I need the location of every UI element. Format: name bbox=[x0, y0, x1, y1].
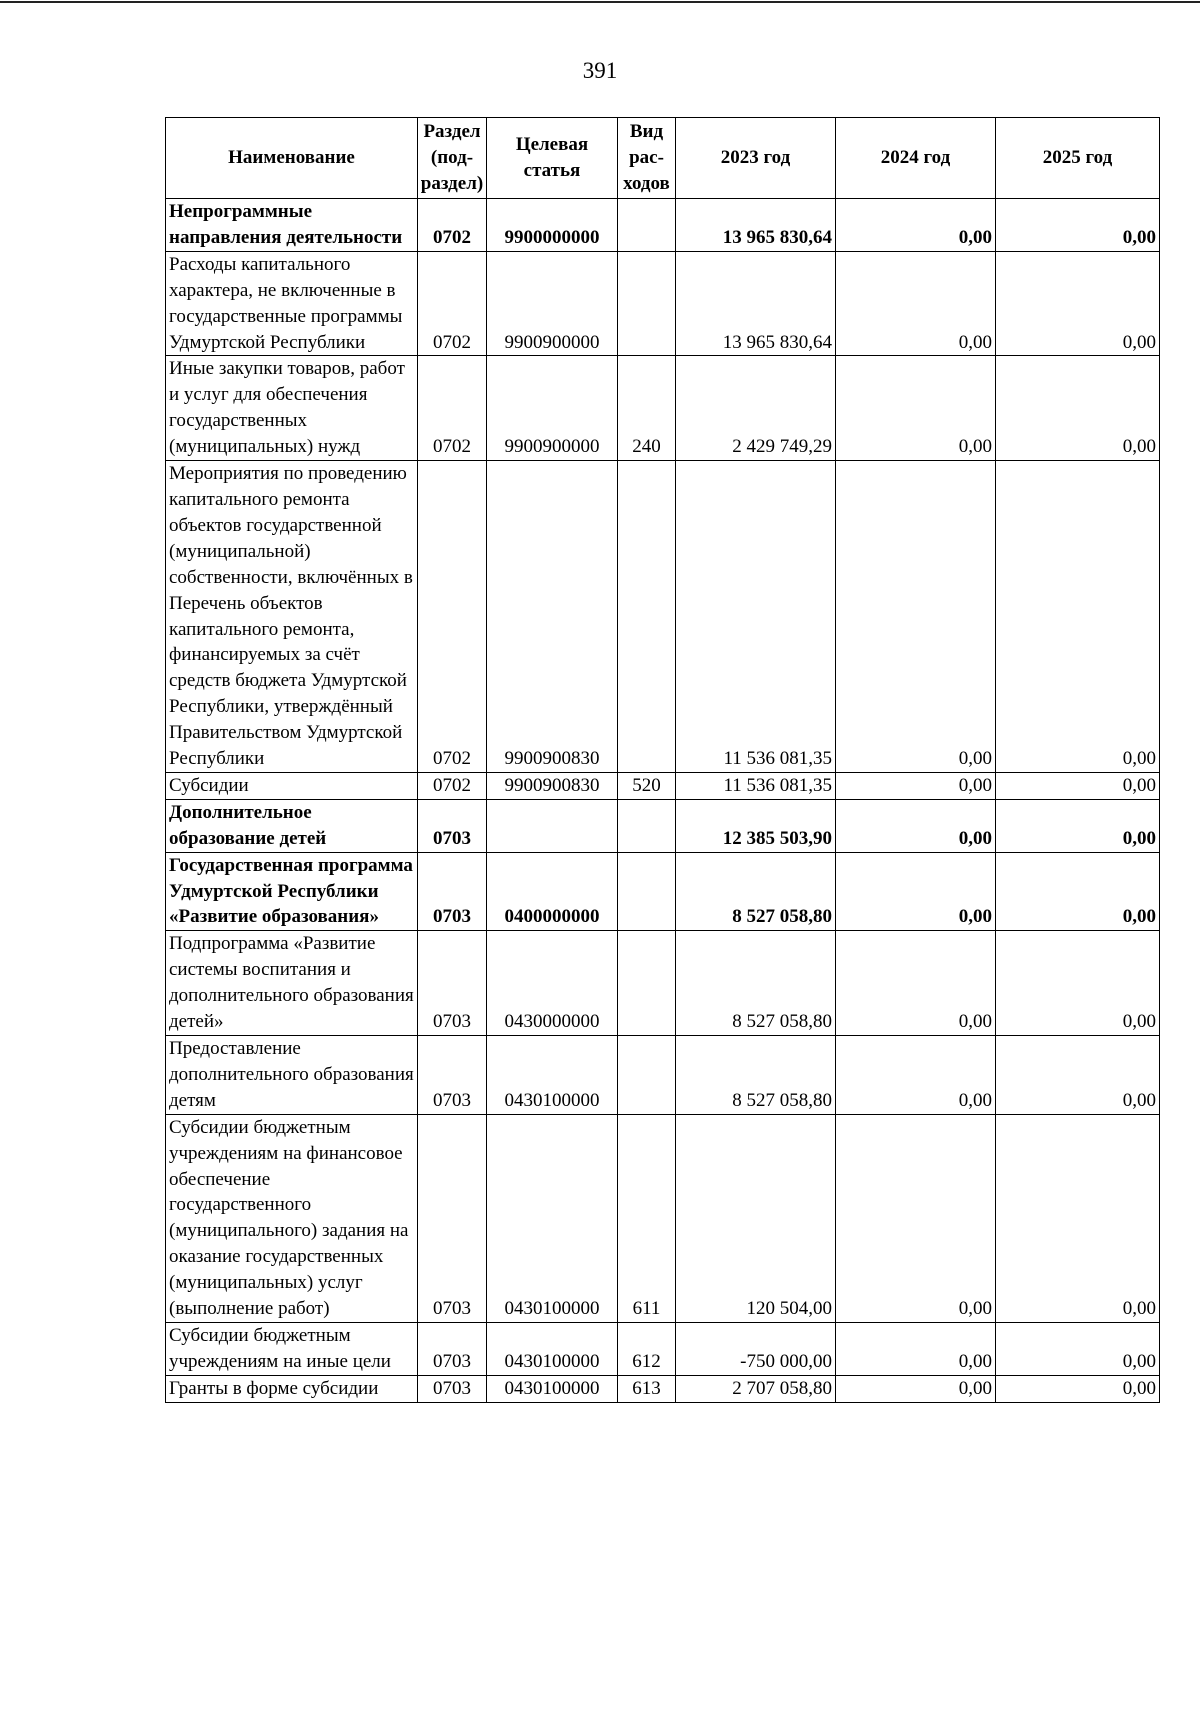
row-section: 0703 bbox=[418, 1036, 487, 1115]
column-header-vid-line3: ходов bbox=[623, 173, 670, 194]
row-amount-2025: 0,00 bbox=[996, 931, 1160, 1036]
row-amount-2025: 0,00 bbox=[996, 1375, 1160, 1402]
table-row bbox=[166, 799, 1160, 852]
column-header-name: Наименование bbox=[166, 118, 418, 199]
row-amount-2024: 0,00 bbox=[836, 931, 996, 1036]
table-row bbox=[166, 1114, 1160, 1322]
page-number: 391 bbox=[582, 58, 618, 83]
row-name: Подпрограмма «Развитие системы воспитания и дополнительного образования детей» bbox=[166, 931, 418, 1036]
row-target-article: 0430100000 bbox=[487, 1322, 618, 1375]
row-amount-2024: 0,00 bbox=[836, 1322, 996, 1375]
column-header-section-line1: Раздел bbox=[423, 121, 481, 142]
row-expense-type bbox=[618, 1036, 676, 1115]
column-header-2023: 2023 год bbox=[676, 118, 836, 199]
row-expense-type: 613 bbox=[618, 1375, 676, 1402]
row-amount-2025: 0,00 bbox=[996, 1322, 1160, 1375]
row-target-article: 0430100000 bbox=[487, 1114, 618, 1322]
row-expense-type bbox=[618, 799, 676, 852]
row-section: 0703 bbox=[418, 799, 487, 852]
row-amount-2024: 0,00 bbox=[836, 772, 996, 799]
row-amount-2025: 0,00 bbox=[996, 852, 1160, 931]
table-row bbox=[166, 461, 1160, 773]
table-row bbox=[166, 1375, 1160, 1402]
row-section: 0703 bbox=[418, 1114, 487, 1322]
row-amount-2023: 11 536 081,35 bbox=[676, 461, 836, 773]
row-name: Субсидии бюджетным учреждениям на иные цели bbox=[166, 1322, 418, 1375]
row-target-article: 9900000000 bbox=[487, 199, 618, 252]
row-amount-2023: 11 536 081,35 bbox=[676, 772, 836, 799]
row-amount-2024: 0,00 bbox=[836, 1375, 996, 1402]
column-header-target-line1: Целевая bbox=[515, 134, 589, 155]
row-amount-2024: 0,00 bbox=[836, 461, 996, 773]
row-section: 0702 bbox=[418, 772, 487, 799]
row-amount-2023: 8 527 058,80 bbox=[676, 931, 836, 1036]
row-expense-type bbox=[618, 461, 676, 773]
row-section: 0702 bbox=[418, 461, 487, 773]
table-row bbox=[166, 1036, 1160, 1115]
row-target-article bbox=[487, 799, 618, 852]
row-expense-type bbox=[618, 852, 676, 931]
column-header-2025: 2025 год bbox=[996, 118, 1160, 199]
row-target-article: 9900900000 bbox=[487, 251, 618, 356]
page-top-border bbox=[0, 1, 1200, 3]
row-amount-2025: 0,00 bbox=[996, 199, 1160, 252]
row-target-article: 0430000000 bbox=[487, 931, 618, 1036]
row-name: Субсидии bbox=[166, 772, 418, 799]
table-row bbox=[166, 199, 1160, 252]
table-body bbox=[166, 199, 1160, 1403]
row-expense-type: 611 bbox=[618, 1114, 676, 1322]
column-header-section-line3: раздел) bbox=[420, 173, 484, 194]
row-section: 0703 bbox=[418, 852, 487, 931]
table-row bbox=[166, 251, 1160, 356]
row-amount-2023: 13 965 830,64 bbox=[676, 199, 836, 252]
row-expense-type: 520 bbox=[618, 772, 676, 799]
row-amount-2023: -750 000,00 bbox=[676, 1322, 836, 1375]
budget-table bbox=[165, 117, 1160, 1403]
row-amount-2023: 8 527 058,80 bbox=[676, 852, 836, 931]
row-target-article: 0430100000 bbox=[487, 1375, 618, 1402]
column-header-vid-line2: рас- bbox=[629, 147, 664, 168]
column-header-2024: 2024 год bbox=[836, 118, 996, 199]
row-amount-2023: 2 707 058,80 bbox=[676, 1375, 836, 1402]
row-target-article: 9900900000 bbox=[487, 356, 618, 461]
row-expense-type bbox=[618, 251, 676, 356]
column-header-section bbox=[418, 118, 487, 199]
row-amount-2024: 0,00 bbox=[836, 356, 996, 461]
row-section: 0703 bbox=[418, 1322, 487, 1375]
row-amount-2023: 12 385 503,90 bbox=[676, 799, 836, 852]
row-target-article: 9900900830 bbox=[487, 461, 618, 773]
column-header-target-line2: статья bbox=[523, 160, 581, 181]
row-amount-2025: 0,00 bbox=[996, 772, 1160, 799]
row-amount-2023: 120 504,00 bbox=[676, 1114, 836, 1322]
row-amount-2024: 0,00 bbox=[836, 799, 996, 852]
row-section: 0702 bbox=[418, 356, 487, 461]
row-section: 0702 bbox=[418, 199, 487, 252]
table-row bbox=[166, 772, 1160, 799]
row-amount-2025: 0,00 bbox=[996, 799, 1160, 852]
table-row bbox=[166, 356, 1160, 461]
row-name: Непрограммные направления деятельности bbox=[166, 199, 418, 252]
row-amount-2025: 0,00 bbox=[996, 1036, 1160, 1115]
row-amount-2024: 0,00 bbox=[836, 852, 996, 931]
column-header-section-line2: (под- bbox=[430, 147, 474, 168]
row-amount-2025: 0,00 bbox=[996, 461, 1160, 773]
row-name: Предоставление дополнительного образования детям bbox=[166, 1036, 418, 1115]
row-amount-2025: 0,00 bbox=[996, 356, 1160, 461]
row-amount-2023: 2 429 749,29 bbox=[676, 356, 836, 461]
row-section: 0703 bbox=[418, 931, 487, 1036]
row-target-article: 0400000000 bbox=[487, 852, 618, 931]
row-name: Дополнительное образование детей bbox=[166, 799, 418, 852]
table-row bbox=[166, 931, 1160, 1036]
row-amount-2023: 13 965 830,64 bbox=[676, 251, 836, 356]
row-section: 0702 bbox=[418, 251, 487, 356]
row-name: Субсидии бюджетным учреждениям на финансовое обеспечение государственного (муниципального) задания на оказание государственных (муниципальных) услуг (выполнение работ) bbox=[166, 1114, 418, 1322]
row-name: Гранты в форме субсидии bbox=[166, 1375, 418, 1402]
row-target-article: 0430100000 bbox=[487, 1036, 618, 1115]
row-amount-2024: 0,00 bbox=[836, 1036, 996, 1115]
row-amount-2024: 0,00 bbox=[836, 199, 996, 252]
row-expense-type bbox=[618, 199, 676, 252]
column-header-target bbox=[487, 118, 618, 199]
row-amount-2025: 0,00 bbox=[996, 1114, 1160, 1322]
row-expense-type: 240 bbox=[618, 356, 676, 461]
column-header-vid-line1: Вид bbox=[629, 121, 664, 142]
row-amount-2023: 8 527 058,80 bbox=[676, 1036, 836, 1115]
row-name: Мероприятия по проведению капитального ремонта объектов государственной (муниципальной) собственности, включённых в Перечень объектов капитального ремонта, финансируемых за счёт средств бюджета Удмуртской Республики, утверждённый Правительством Удмуртской Республики bbox=[166, 461, 418, 773]
row-section: 0703 bbox=[418, 1375, 487, 1402]
row-name: Государственная программа Удмуртской Республики «Развитие образования» bbox=[166, 852, 418, 931]
row-expense-type bbox=[618, 931, 676, 1036]
row-target-article: 9900900830 bbox=[487, 772, 618, 799]
row-expense-type: 612 bbox=[618, 1322, 676, 1375]
row-amount-2025: 0,00 bbox=[996, 251, 1160, 356]
row-name: Иные закупки товаров, работ и услуг для обеспечения государственных (муниципальных) нужд bbox=[166, 356, 418, 461]
row-name: Расходы капитального характера, не включенные в государственные программы Удмуртской Республики bbox=[166, 251, 418, 356]
table-row bbox=[166, 852, 1160, 931]
row-amount-2024: 0,00 bbox=[836, 251, 996, 356]
table-row bbox=[166, 1322, 1160, 1375]
table-header-row bbox=[166, 118, 1160, 199]
row-amount-2024: 0,00 bbox=[836, 1114, 996, 1322]
column-header-vid bbox=[618, 118, 676, 199]
